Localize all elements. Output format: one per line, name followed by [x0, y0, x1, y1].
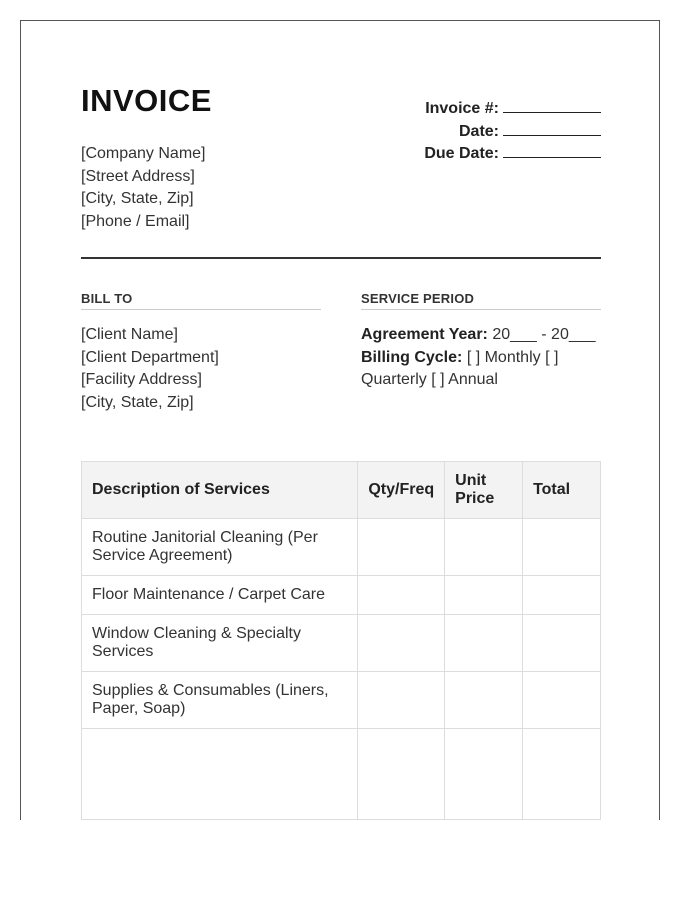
- table-row: [82, 519, 601, 576]
- due-date-label: Due Date:: [424, 145, 499, 162]
- table-row: [82, 672, 601, 729]
- table-row: [82, 729, 601, 820]
- row-total-cell[interactable]: [523, 519, 601, 576]
- date-row: [341, 121, 601, 144]
- header-unit-price: Unit Price: [445, 462, 523, 519]
- table-row: [82, 615, 601, 672]
- table-row: [82, 576, 601, 615]
- row-description: Window Cleaning & Specialty Services: [82, 615, 358, 672]
- row-unit-price-cell[interactable]: [445, 672, 523, 729]
- bill-to-heading: BILL TO: [81, 291, 321, 310]
- client-department: [Client Department]: [81, 348, 219, 366]
- date-field[interactable]: [503, 121, 601, 136]
- service-period-block: [361, 324, 601, 392]
- header-description: Description of Services: [82, 462, 358, 519]
- agreement-year-label: Agreement Year:: [361, 326, 488, 343]
- row-description[interactable]: [82, 729, 358, 820]
- row-unit-price-cell[interactable]: [445, 519, 523, 576]
- invoice-number-row: [341, 98, 601, 121]
- facility-address: [Facility Address]: [81, 371, 202, 388]
- agreement-year-value: 20___ - 20___: [492, 326, 596, 343]
- invoice-page: [20, 20, 660, 820]
- header-qty: Qty/Freq: [358, 462, 445, 519]
- row-description: Floor Maintenance / Carpet Care: [82, 576, 358, 615]
- billing-cycle-label: Billing Cycle:: [361, 348, 463, 366]
- company-contact: [Phone / Email]: [81, 212, 190, 230]
- header-total: Total: [523, 462, 601, 519]
- row-total-cell[interactable]: [523, 576, 601, 615]
- date-label: Date:: [458, 122, 499, 140]
- services-table: [81, 461, 601, 820]
- due-date-field[interactable]: [503, 143, 601, 158]
- table-header-row: [82, 462, 601, 519]
- client-city: [City, State, Zip]: [81, 393, 194, 411]
- row-qty-cell[interactable]: [358, 576, 445, 615]
- company-info: [81, 143, 206, 233]
- invoice-meta: [341, 98, 601, 166]
- company-name: [Company Name]: [81, 145, 206, 162]
- row-qty-cell[interactable]: [358, 615, 445, 672]
- row-total-cell[interactable]: [523, 729, 601, 820]
- row-qty-cell[interactable]: [358, 672, 445, 729]
- row-unit-price-cell[interactable]: [445, 615, 523, 672]
- due-date-row: [341, 143, 601, 166]
- row-qty-cell[interactable]: [358, 729, 445, 820]
- client-name: [Client Name]: [81, 326, 178, 343]
- row-unit-price-cell[interactable]: [445, 576, 523, 615]
- row-total-cell[interactable]: [523, 672, 601, 729]
- billing-cycle-value: [ ] Monthly [ ] Quarterly [ ] Annual: [361, 348, 559, 388]
- service-period-heading: SERVICE PERIOD: [361, 291, 601, 310]
- invoice-title: INVOICE: [81, 83, 212, 118]
- invoice-number-field[interactable]: [503, 98, 601, 113]
- row-unit-price-cell[interactable]: [445, 729, 523, 820]
- row-description: Supplies & Consumables (Liners, Paper, Soap): [82, 672, 358, 729]
- invoice-number-label: Invoice #:: [425, 100, 499, 117]
- company-street: [Street Address]: [81, 167, 195, 185]
- bill-to-block: [81, 324, 219, 414]
- agreement-year-line: [361, 324, 601, 347]
- header-divider: [81, 257, 601, 259]
- row-qty-cell[interactable]: [358, 519, 445, 576]
- row-total-cell[interactable]: [523, 615, 601, 672]
- row-description: Routine Janitorial Cleaning (Per Service Agreement): [82, 519, 358, 576]
- company-city: [City, State, Zip]: [81, 190, 194, 207]
- billing-cycle-line: [361, 347, 601, 392]
